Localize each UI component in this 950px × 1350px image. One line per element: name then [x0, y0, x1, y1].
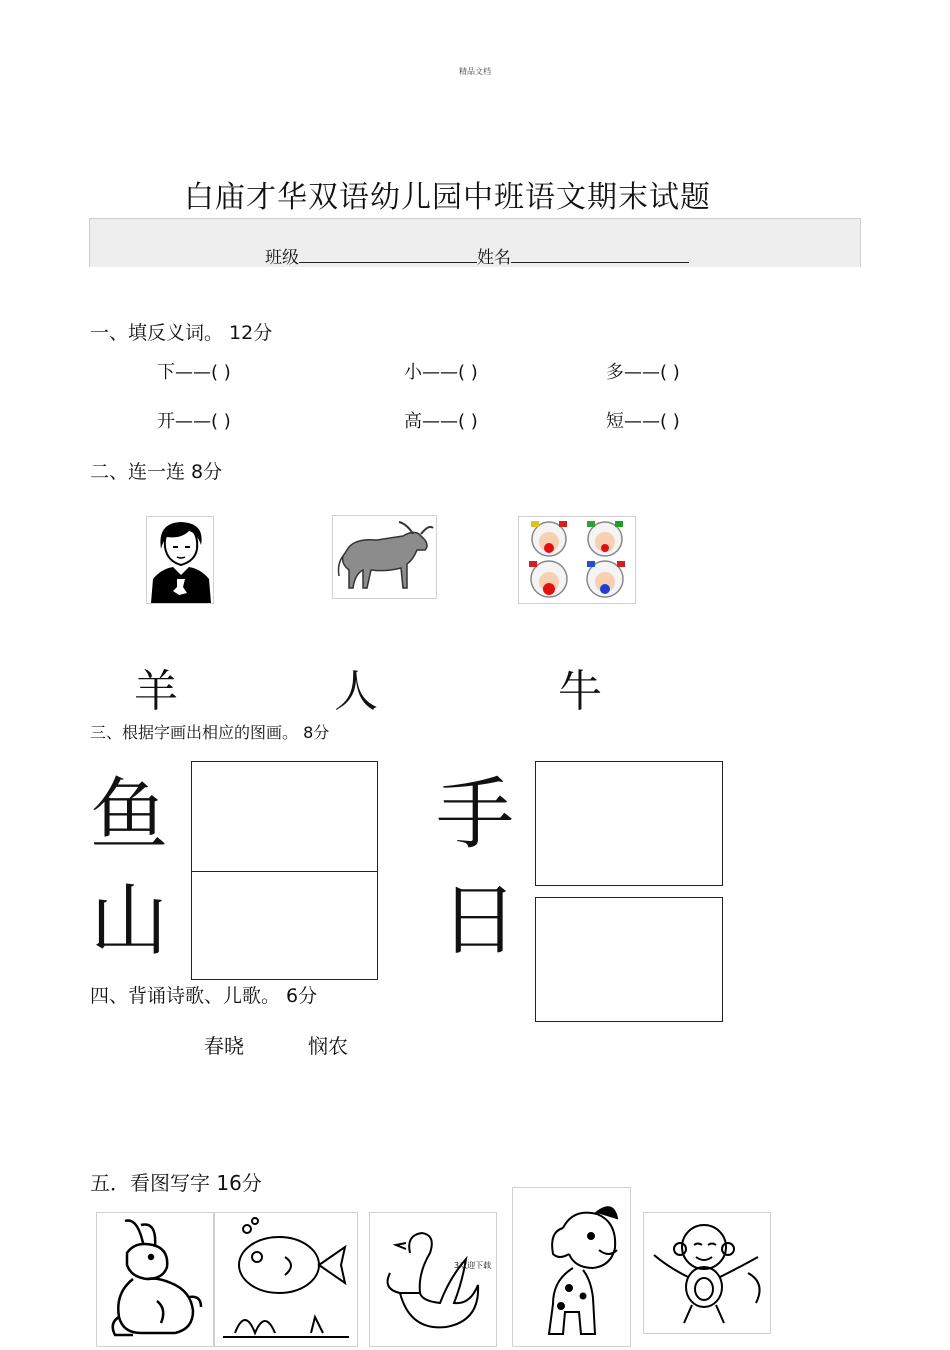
match-char: 人	[334, 666, 378, 717]
poem-title: 悯农	[308, 1034, 348, 1058]
class-blank[interactable]	[299, 246, 477, 263]
rabbit-icon	[96, 1212, 214, 1347]
antonym-item: 短——( )	[606, 411, 680, 432]
monkey-icon	[643, 1212, 771, 1334]
class-label: 班级	[265, 248, 299, 268]
drawing-box[interactable]	[191, 761, 378, 873]
person-portrait-icon	[146, 516, 214, 604]
draw-char: 手	[436, 770, 515, 860]
drawing-box[interactable]	[191, 871, 378, 980]
match-char: 牛	[558, 666, 602, 717]
student-info	[265, 243, 689, 268]
draw-char: 山	[90, 876, 169, 966]
antonym-item: 开——( )	[157, 411, 231, 432]
exam-title: 白庙才华双语幼儿园中班语文期末试题	[184, 180, 711, 215]
antonym-item: 下——( )	[157, 362, 231, 383]
name-label: 姓名	[477, 248, 511, 268]
drawing-box[interactable]	[535, 897, 723, 1022]
sheep-faces-icon	[518, 516, 636, 604]
section1-heading: 一、填反义词。 12分	[90, 322, 273, 344]
antonym-item: 高——( )	[404, 411, 478, 432]
draw-char: 鱼	[90, 770, 169, 860]
swan-icon	[369, 1212, 497, 1347]
section4-heading: 四、背诵诗歌、儿歌。 6分	[90, 985, 318, 1007]
fish-icon	[214, 1212, 358, 1347]
drawing-box[interactable]	[535, 761, 723, 886]
section5-heading: 五．看图写字 16分	[90, 1171, 262, 1195]
bull-icon	[332, 515, 437, 599]
poem-title: 春晓	[204, 1034, 244, 1058]
page-header: 精品文档	[459, 67, 491, 76]
section2-heading: 二、连一连 8分	[90, 461, 223, 483]
antonym-item: 小——( )	[404, 362, 478, 383]
dog-icon	[512, 1187, 631, 1347]
draw-char: 日	[440, 876, 519, 966]
antonym-item: 多——( )	[606, 362, 680, 383]
footer-overlay-text: 3欢迎下载	[454, 1261, 492, 1270]
section3-heading: 三、根据字画出相应的图画。 8分	[90, 723, 330, 742]
match-char: 羊	[134, 666, 178, 717]
name-blank[interactable]	[511, 246, 689, 263]
